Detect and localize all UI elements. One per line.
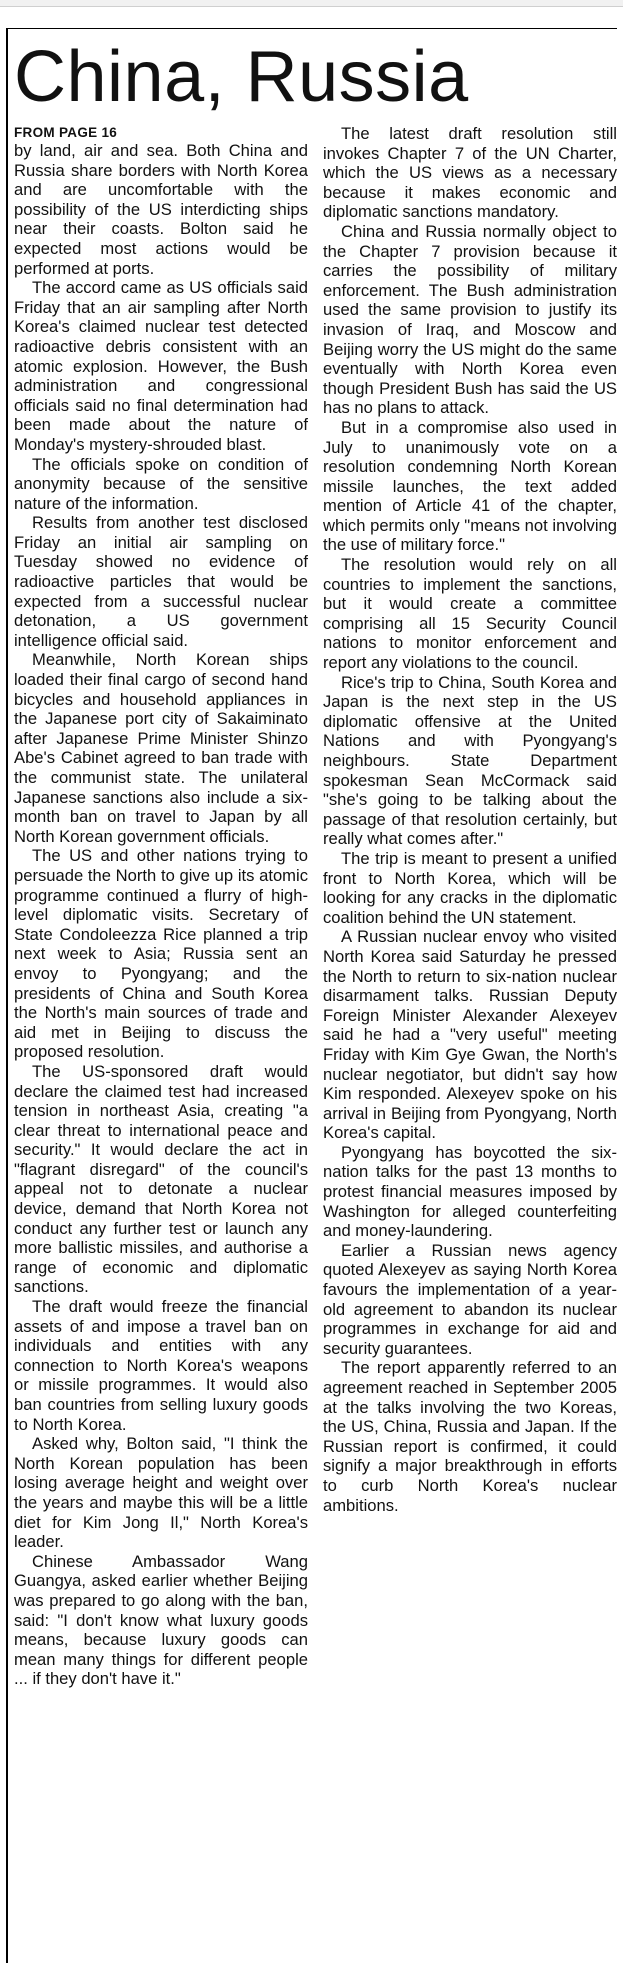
paragraph: The trip is meant to present a unified front to North Korea, which will be looking for any cracks in the diplomatic coalition behind the UN statement. (323, 848, 617, 927)
continuation-kicker: FROM PAGE 16 (14, 125, 118, 140)
paragraph: Rice's trip to China, South Korea and Japan is the next step in the US diplomatic offensive at the United Nations and with Pyongyang's neighbours. State Department spokesman Sean McCormack said "she's going to be talking about the passage of that resolution certainly, but really what comes after." (323, 672, 617, 849)
paragraph: by land, air and sea. Both China and Russia share borders with North Korea and are uncomfortable with the possibility of the US interdicting ships near their coasts. Bolton said he expected most actions would be performed at ports. (14, 141, 308, 278)
paragraph: But in a compromise also used in July to unanimously vote on a resolution condemning North Korean missile launches, the text added mention of Article 41 of the chapter, which permits only "means not involving the use of military force." (323, 417, 617, 555)
paragraph: A Russian nuclear envoy who visited North Korea said Saturday he pressed the North to return to six-nation nuclear disarmament talks. Russian Deputy Foreign Minister Alexander Alexeyev said he had a "very useful" meeting Friday with Kim Gye Gwan, the North's nuclear negotiator, but didn't say how Kim responded. Alexeyev spoke on his arrival in Beijing from Pyongyang, North Korea's capital. (323, 927, 617, 1143)
paragraph: The US-sponsored draft would declare the claimed test had increased tension in northeast Asia, creating "a clear threat to international peace and security." It would declare the act in "flagrant disregard" of the council's appeal not to detonate a nuclear device, demand that North Korea not conduct any further test or launch any more ballistic missiles, and authorise a range of economic and diplomatic sanctions. (14, 1061, 308, 1297)
paragraph: Asked why, Bolton said, "I think the North Korean population has been losing average height and weight over the years and maybe this will be a little diet for Kim Jong Il," North Korea's leader. (14, 1434, 308, 1552)
article-body (14, 124, 617, 1954)
paragraph: Earlier a Russian news agency quoted Alexeyev as saying North Korea favours the implementation of a year-old agreement to abandon its nuclear programmes in exchange for aid and security guarantees. (323, 1240, 617, 1358)
right-column (323, 124, 617, 1954)
paragraph: The US and other nations trying to persuade the North to give up its atomic programme continued a flurry of high-level diplomatic visits. Secretary of State Condoleezza Rice planned a trip next week to Asia; Russia sent an envoy to Pyongyang; and the presidents of China and South Korea the North's main sources of trade and aid met in Beijing to discuss the proposed resolution. (14, 846, 308, 1062)
paragraph: The draft would freeze the financial assets of and impose a travel ban on individuals and entities with any connection to North Korea's weapons or missile programmes. It would also ban countries from selling luxury goods to North Korea. (14, 1297, 308, 1434)
paragraph: The report apparently referred to an agreement reached in September 2005 at the talks involving the two Koreas, the US, China, Russia and Japan. If the Russian report is confirmed, it could signify a major breakthrough in efforts to curb North Korea's nuclear ambitions. (323, 1358, 617, 1515)
paragraph: The resolution would rely on all countries to implement the sanctions, but it would create a committee comprising all 15 Security Council nations to monitor enforcement and report any violations to the council. (323, 555, 617, 673)
paragraph: Chinese Ambassador Wang Guangya, asked earlier whether Beijing was prepared to go along with the ban, said: "I don't know what luxury goods means, because luxury goods can mean many things for different people ... if they don't have it." (14, 1551, 308, 1689)
top-rule (6, 28, 617, 29)
paragraph: The latest draft resolution still invokes Chapter 7 of the UN Charter, which the US views as a necessary because it makes economic and diplomatic sanctions mandatory. (323, 124, 617, 222)
page-top-strip (0, 0, 623, 7)
headline: China, Russia (14, 37, 469, 117)
paragraph: Pyongyang has boycotted the six-nation talks for the past 13 months to protest financial measures imposed by Washington for alleged counterfeiting and money-laundering. (323, 1142, 617, 1241)
column-rule (6, 28, 8, 1963)
paragraph: The accord came as US officials said Friday that an air sampling after North Korea's claimed nuclear test detected radioactive debris consistent with an atomic explosion. However, the Bush administration and congressional officials said no final determination had been made about the nature of Monday's mystery-shrouded blast. (14, 278, 308, 454)
paragraph: China and Russia normally object to the Chapter 7 provision because it carries the possibility of military enforcement. The Bush administration used the same provision to justify its invasion of Iraq, and Moscow and Beijing worry the US might do the same eventually with North Korea even though President Bush has said the US has no plans to attack. (323, 221, 617, 418)
paragraph: Results from another test disclosed Friday an initial air sampling on Tuesday showed no evidence of radioactive particles that would be expected from a successful nuclear detonation, a US government intelligence official said. (14, 513, 308, 650)
paragraph: Meanwhile, North Korean ships loaded their final cargo of second hand bicycles and household appliances in the Japanese port city of Sakaiminato after Japanese Prime Minister Shinzo Abe's Cabinet agreed to ban trade with the communist state. The unilateral Japanese sanctions also include a six-month ban on travel to Japan by all North Korean government officials. (14, 650, 308, 846)
left-column (14, 124, 308, 1954)
paragraph: The officials spoke on condition of anonymity because of the sensitive nature of the information. (14, 454, 308, 513)
